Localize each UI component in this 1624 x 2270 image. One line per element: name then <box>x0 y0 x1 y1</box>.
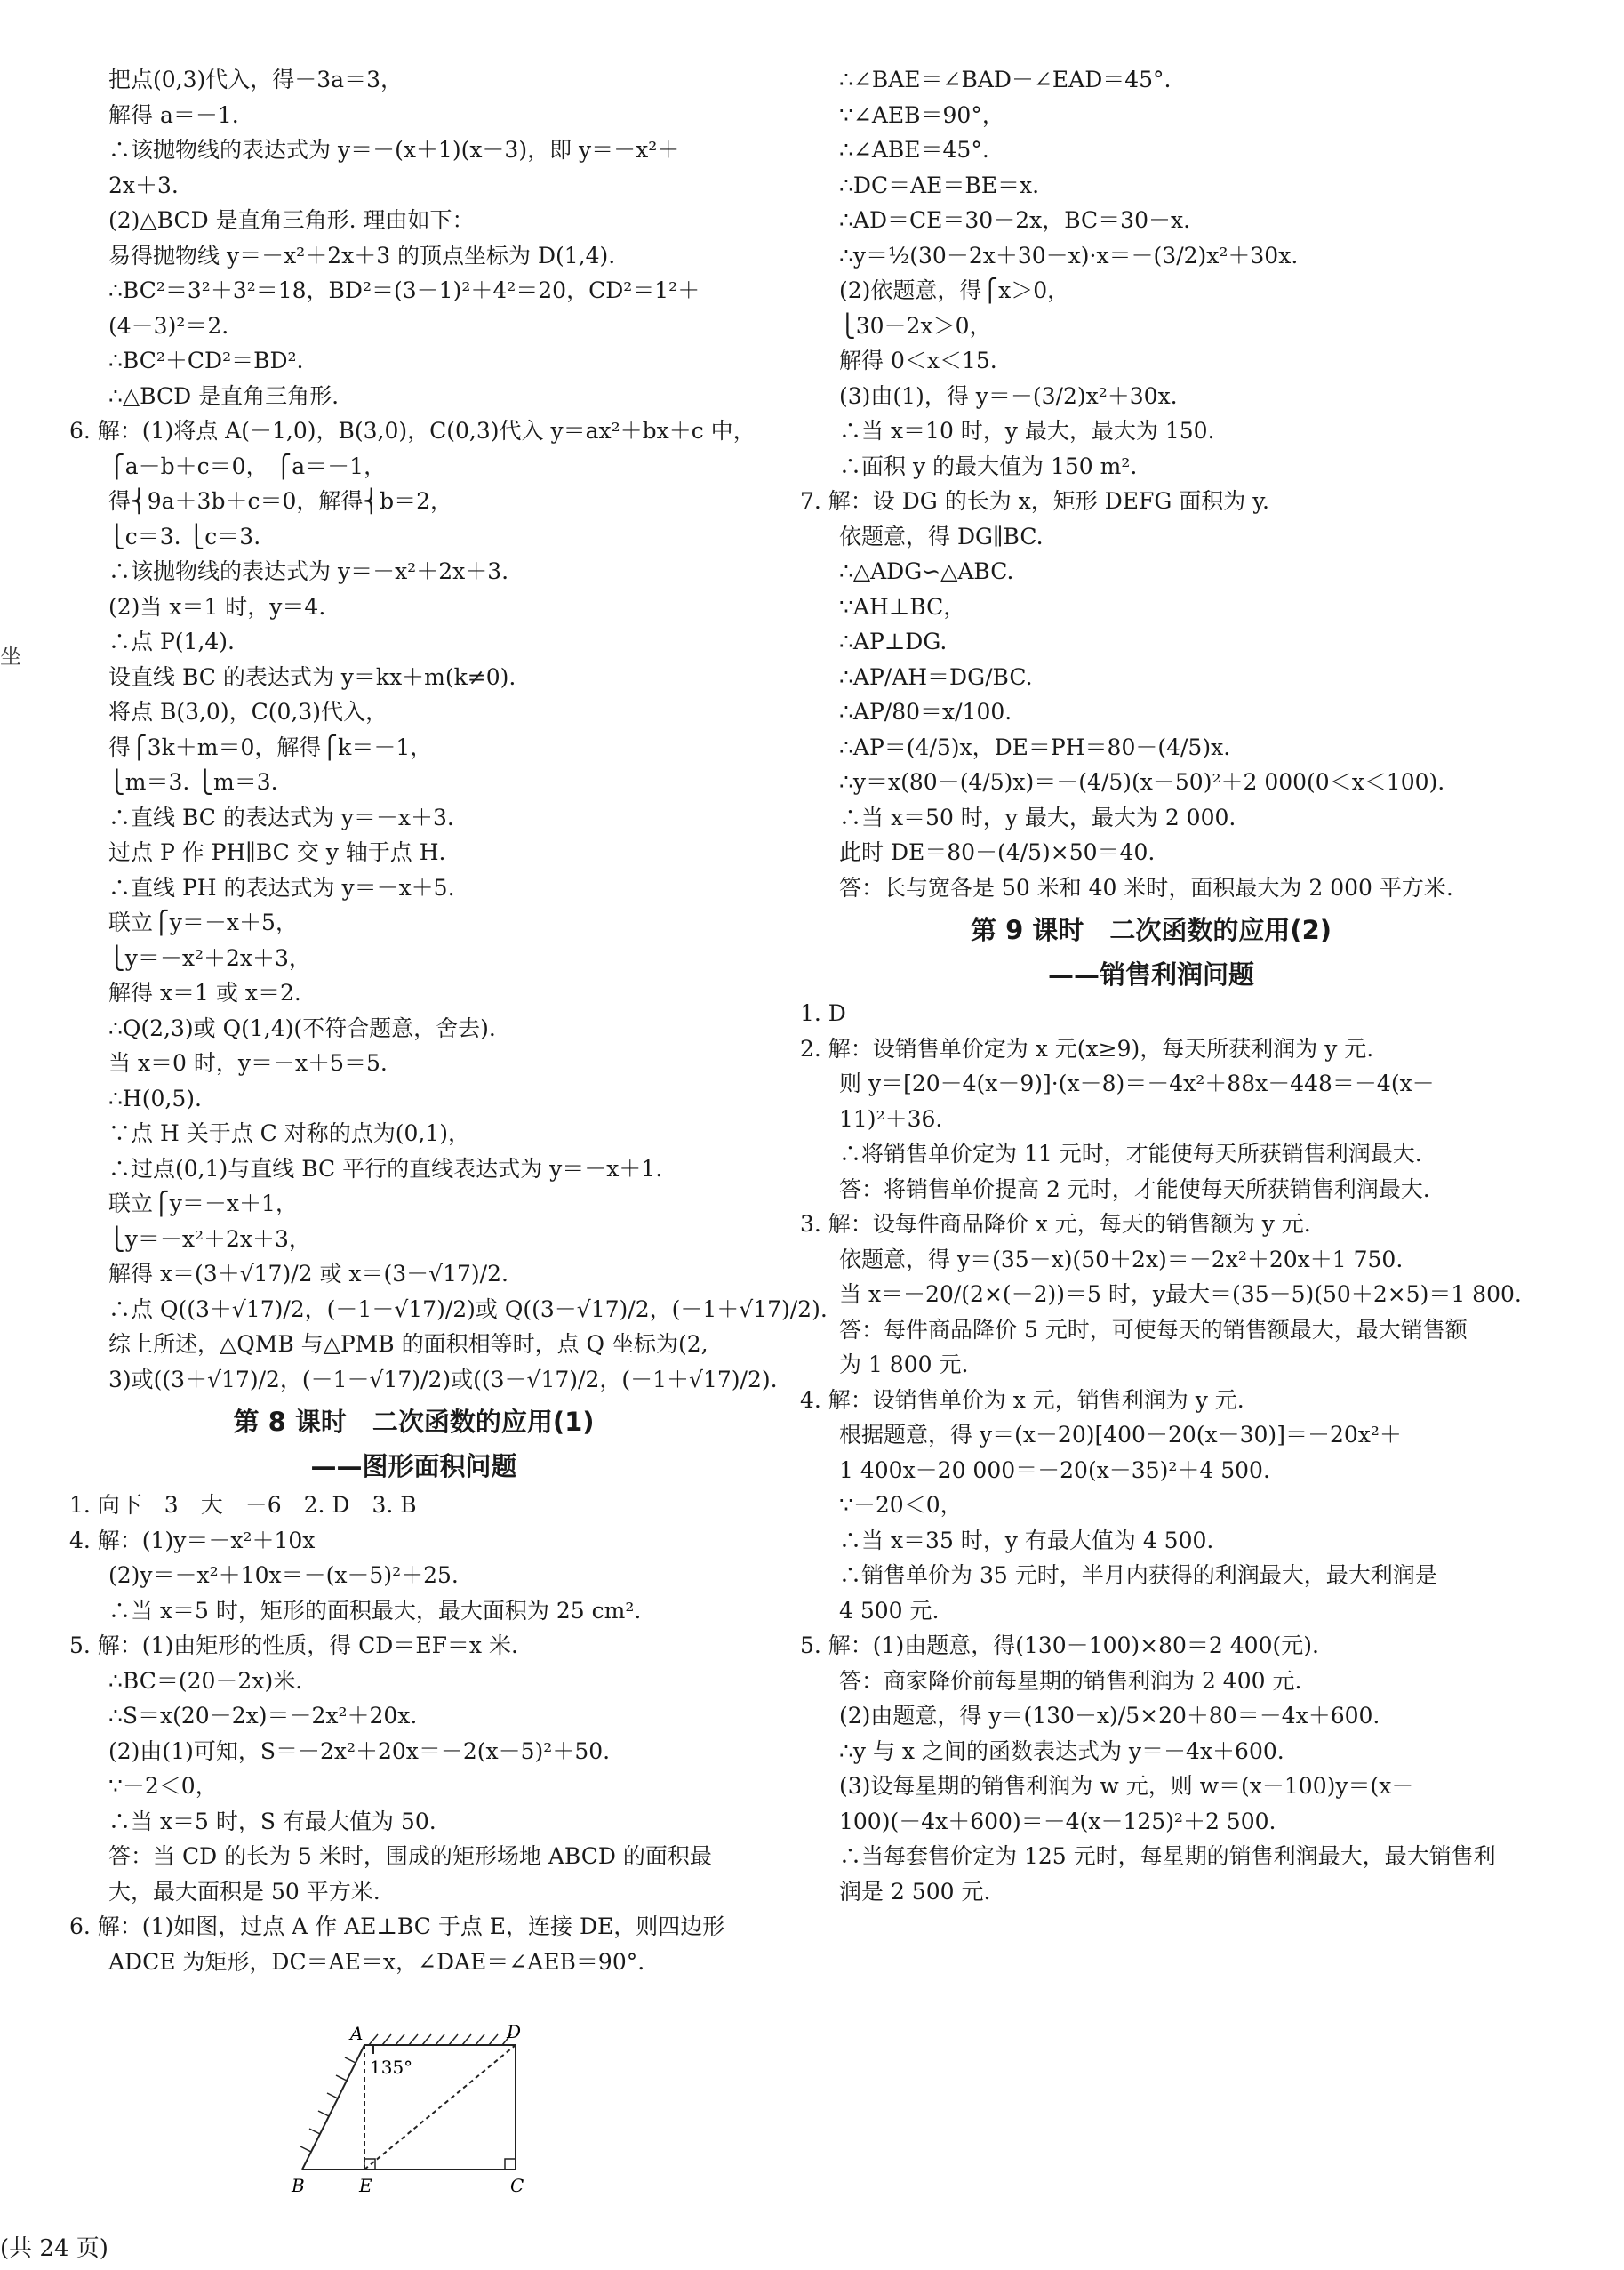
text-line: 得⎨9a＋3b＋c＝0，解得⎨b＝2， <box>108 488 453 514</box>
text-line: 6. 解：(1)如图，过点 A 作 AE⊥BC 于点 E，连接 DE，则四边形 <box>69 1913 725 1939</box>
label-D: D <box>507 2021 522 2042</box>
text-line: ∴过点(0,1)与直线 BC 平行的直线表达式为 y＝－x＋1. <box>108 1155 663 1182</box>
text-line: 则 y＝[20－4(x－9)]·(x－8)＝－4x²＋88x－448＝－4(x－ <box>839 1071 1435 1096</box>
text-line: 2x＋3. <box>108 172 179 198</box>
text-line: ∴y 与 x 之间的函数表达式为 y＝－4x＋600. <box>839 1737 1284 1764</box>
section-8-title: 第 8 课时 二次函数的应用(1) <box>233 1407 595 1437</box>
section-9-title: 第 9 课时 二次函数的应用(2) <box>970 915 1332 945</box>
text-line: 3. 解：设每件商品降价 x 元，每天的销售额为 y 元. <box>800 1211 1311 1237</box>
text-line: 100)(－4x＋600)＝－4(x－125)²＋2 500. <box>839 1808 1276 1834</box>
text-line: ⎩30－2x＞0， <box>839 312 992 339</box>
text-line: 设直线 BC 的表达式为 y＝kx＋m(k≠0). <box>108 663 516 690</box>
text-line: 5. 解：(1)由矩形的性质，得 CD＝EF＝x 米. <box>69 1632 518 1658</box>
text-line: 为 1 800 元. <box>839 1352 969 1377</box>
text-line: 此时 DE＝80－(4/5)×50＝40. <box>839 839 1156 865</box>
text-line: 得⎧3k＋m＝0，解得⎧k＝－1， <box>108 734 433 760</box>
text-line: (4－3)²＝2. <box>108 312 229 339</box>
text-line: ∴∠BAE＝∠BAD－∠EAD＝45°. <box>839 67 1172 92</box>
text-line: 解得 0＜x＜15. <box>839 348 997 373</box>
text-line: 6. 解：(1)将点 A(－1,0)，B(3,0)，C(0,3)代入 y＝ax²＋bx＋c 中， <box>69 418 756 444</box>
right-lines-1 <box>800 62 1502 905</box>
text-line: ADCE 为矩形，DC＝AE＝x，∠DAE＝∠AEB＝90°. <box>108 1948 645 1975</box>
text-line: 润是 2 500 元. <box>839 1878 991 1905</box>
text-line: ∴直线 PH 的表达式为 y＝－x＋5. <box>108 874 455 901</box>
text-line: 易得抛物线 y＝－x²＋2x＋3 的顶点坐标为 D(1,4). <box>108 242 616 269</box>
text-line: 4. 解：(1)y＝－x²＋10x <box>69 1527 316 1553</box>
text-line: 解得 a＝－1. <box>108 101 239 128</box>
text-line: ∵AH⊥BC， <box>839 593 966 620</box>
text-line: 2. 解：设销售单价定为 x 元(x≥9)，每天所获利润为 y 元. <box>800 1035 1374 1062</box>
text-line: 答：长与宽各是 50 米和 40 米时，面积最大为 2 000 平方米. <box>839 874 1453 901</box>
text-line: 当 x＝0 时，y＝－x＋5＝5. <box>108 1050 388 1076</box>
text-line: ∵－2＜0， <box>108 1773 218 1799</box>
text-line: ∴BC²＝3²＋3²＝18，BD²＝(3－1)²＋4²＝20，CD²＝1²＋ <box>108 277 700 303</box>
text-line: (2)由题意，得 y＝(130－x)/5×20＋80＝－4x＋600. <box>839 1703 1380 1729</box>
text-line: (2)由(1)可知，S＝－2x²＋20x＝－2(x－5)²＋50. <box>108 1737 611 1764</box>
text-line: 联立⎧y＝－x＋5， <box>108 910 298 935</box>
left-lines-2 <box>69 1488 758 1979</box>
text-line: 根据题意，得 y＝(x－20)[400－20(x－30)]＝－20x²＋ <box>839 1422 1402 1448</box>
text-line: 依题意，得 DG∥BC. <box>839 523 1044 549</box>
text-line: 1. 向下 3 大 －6 2. D 3. B <box>69 1492 417 1518</box>
text-line: ∴直线 BC 的表达式为 y＝－x＋3. <box>108 804 454 830</box>
text-line: ∴面积 y 的最大值为 150 m². <box>839 453 1138 479</box>
text-line: ∴当 x＝5 时，S 有最大值为 50. <box>108 1808 436 1834</box>
text-line: ⎩c＝3. ⎩c＝3. <box>108 523 261 549</box>
text-line: ∴H(0,5). <box>108 1085 202 1111</box>
text-line: (2)当 x＝1 时，y＝4. <box>108 593 326 620</box>
text-line: 4. 解：设销售单价为 x 元，销售利润为 y 元. <box>800 1386 1244 1413</box>
text-line: 11)²＋36. <box>839 1105 943 1132</box>
text-line: (2)依题意，得⎧x＞0， <box>839 277 1070 303</box>
text-line: ∴BC²＋CD²＝BD². <box>108 348 304 373</box>
text-line: ∴BC＝(20－2x)米. <box>108 1667 303 1694</box>
label-B: B <box>292 2175 305 2196</box>
text-line: ∴点 P(1,4). <box>108 629 235 654</box>
text-line: ∴将销售单价定为 11 元时，才能使每天所获销售利润最大. <box>839 1141 1422 1167</box>
page-footer: (共 24 页) <box>0 2235 108 2262</box>
text-line: ∴AP＝(4/5)x，DE＝PH＝80－(4/5)x. <box>839 734 1231 760</box>
text-line: ⎩y＝－x²＋2x＋3， <box>108 944 311 971</box>
text-line: 答：当 CD 的长为 5 米时，围成的矩形场地 ABCD 的面积最 <box>108 1843 712 1869</box>
text-line: ∴AD＝CE＝30－2x，BC＝30－x. <box>839 207 1191 233</box>
text-line: ∴AP/80＝x/100. <box>839 699 1012 725</box>
text-line: 1. D <box>800 1000 846 1026</box>
text-line: 答：商家降价前每星期的销售利润为 2 400 元. <box>839 1667 1302 1694</box>
text-line: ∴DC＝AE＝BE＝x. <box>839 172 1040 198</box>
text-line: ∴△BCD 是直角三角形. <box>108 382 340 409</box>
text-line: 7. 解：设 DG 的长为 x，矩形 DEFG 面积为 y. <box>800 488 1269 514</box>
text-line: ∵点 H 关于点 C 对称的点为(0,1)， <box>108 1120 470 1146</box>
text-line: 当 x＝－20/(2×(－2))＝5 时，y最大＝(35－5)(50＋2×5)＝1 800. <box>839 1281 1522 1307</box>
text-line: 过点 P 作 PH∥BC 交 y 轴于点 H. <box>108 839 446 865</box>
label-C: C <box>510 2175 524 2196</box>
text-line: 把点(0,3)代入，得－3a＝3， <box>108 67 403 92</box>
text-line: 4 500 元. <box>839 1597 940 1624</box>
text-line: 解得 x＝1 或 x＝2. <box>108 980 301 1006</box>
text-line: (3)设每星期的销售利润为 w 元，则 w＝(x－100)y＝(x－ <box>839 1773 1414 1799</box>
text-line: 答：将销售单价提高 2 元时，才能使每天所获销售利润最大. <box>839 1175 1430 1202</box>
text-line: ∴当 x＝35 时，y 有最大值为 4 500. <box>839 1527 1214 1553</box>
text-line: 综上所述，△QMB 与△PMB 的面积相等时，点 Q 坐标为(2, <box>108 1331 708 1357</box>
text-line: ∴AP⊥DG. <box>839 629 948 654</box>
text-line: (3)由(1)，得 y＝－(3/2)x²＋30x. <box>839 382 1178 409</box>
text-line: ∴当 x＝5 时，矩形的面积最大，最大面积为 25 cm². <box>108 1597 642 1624</box>
right-lines-2 <box>800 996 1522 1909</box>
text-line: ⎩y＝－x²＋2x＋3， <box>108 1225 311 1252</box>
right-column <box>800 62 1522 1909</box>
text-line: ∴当 x＝50 时，y 最大，最大为 2 000. <box>839 804 1236 830</box>
text-line: ⎩m＝3. ⎩m＝3. <box>108 769 278 795</box>
text-line: (2)y＝－x²＋10x＝－(x－5)²＋25. <box>108 1562 459 1588</box>
angle-label: 135° <box>370 2057 413 2078</box>
text-line: ∵∠AEB＝90°， <box>839 101 1004 128</box>
text-line: ∴∠ABE＝45°. <box>839 137 989 163</box>
text-line: ⎧a－b＋c＝0， ⎧a＝－1， <box>108 453 387 479</box>
text-line: ∴S＝x(20－2x)＝－2x²＋20x. <box>108 1703 418 1729</box>
text-line: ∴销售单价为 35 元时，半月内获得的利润最大，最大利润是 <box>839 1562 1437 1588</box>
text-line: 答：每件商品降价 5 元时，可使每天的销售额最大，最大销售额 <box>839 1316 1468 1343</box>
text-line: ∴y＝½(30－2x＋30－x)·x＝－(3/2)x²＋30x. <box>839 242 1299 269</box>
text-line: (2)△BCD 是直角三角形. 理由如下： <box>108 207 475 233</box>
text-line: ∴点 Q((3＋√17)/2，(－1－√17)/2)或 Q((3－√17)/2，(－1＋√17)/2). <box>108 1295 828 1322</box>
margin-char: 坐 <box>0 644 21 669</box>
trapezoid-figure <box>284 2018 524 2196</box>
text-line: 联立⎧y＝－x＋1， <box>108 1191 298 1216</box>
label-A: A <box>350 2023 364 2044</box>
text-line: 3)或((3＋√17)/2，(－1－√17)/2)或((3－√17)/2，(－1＋√17)/2). <box>108 1366 778 1392</box>
text-line: 将点 B(3,0)，C(0,3)代入， <box>108 699 388 725</box>
text-line: ∴△ADG∽△ABC. <box>839 558 1014 584</box>
text-line: ∴当 x＝10 时，y 最大，最大为 150. <box>839 418 1215 444</box>
text-line: 5. 解：(1)由题意，得(130－100)×80＝2 400(元). <box>800 1632 1319 1658</box>
text-line: ∴当每套售价定为 125 元时，每星期的销售利润最大，最大销售利 <box>839 1843 1496 1869</box>
label-E: E <box>359 2175 372 2196</box>
text-line: ∴该抛物线的表达式为 y＝－(x＋1)(x－3)，即 y＝－x²＋ <box>108 137 680 163</box>
text-line: ∵－20＜0， <box>839 1492 963 1518</box>
section-9-subtitle: ——销售利润问题 <box>1047 959 1254 990</box>
text-line: ∴该抛物线的表达式为 y＝－x²＋2x＋3. <box>108 558 509 584</box>
text-line: 1 400x－20 000＝－20(x－35)²＋4 500. <box>839 1456 1270 1483</box>
text-line: 依题意，得 y＝(35－x)(50＋2x)＝－2x²＋20x＋1 750. <box>839 1246 1404 1272</box>
text-line: ∴y＝x(80－(4/5)x)＝－(4/5)(x－50)²＋2 000(0＜x＜100). <box>839 769 1445 795</box>
section-8-subtitle: ——图形面积问题 <box>310 1451 517 1481</box>
text-line: 大，最大面积是 50 平方米. <box>108 1878 380 1905</box>
text-line: 解得 x＝(3＋√17)/2 或 x＝(3－√17)/2. <box>108 1261 508 1287</box>
text-line: ∴Q(2,3)或 Q(1,4)(不符合题意，舍去). <box>108 1015 496 1041</box>
text-line: ∴AP/AH＝DG/BC. <box>839 663 1033 690</box>
